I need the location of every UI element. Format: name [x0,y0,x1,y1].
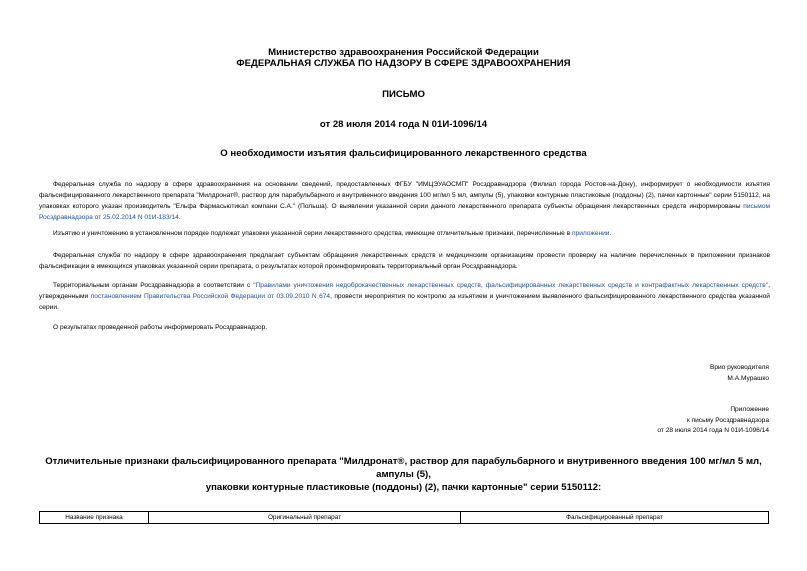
paragraph-5-text: О результатах проведенной работы информировать Росздравнадзор. [53,324,268,331]
header-feature-name: Название признака [40,512,149,524]
signature-position: Врио руководителя [709,364,769,371]
document-subject: О необходимости изъятия фальсифицированного лекарственного средства [220,148,587,159]
paragraph-5 [39,322,770,333]
appendix-link[interactable]: приложении [571,230,610,237]
appendix-ref-line-2: от 28 июля 2014 года N 01И-1096/14 [657,427,769,434]
government-decree-link[interactable]: постановлением Правительства Российской Федерации от 03.09.2010 N 674 [90,293,331,300]
paragraph-2-end: . [609,230,612,237]
features-table [39,511,769,524]
paragraph-1-end: . [178,214,181,221]
appendix-title-line-1: Отличительные признаки фальсифицированного препарата "Милдронат®, раствор для парабульбарного и внутривенного введения 100 мг/мл 5 мл, ампулы (5), [45,456,762,480]
appendix-ref-line-1: к письму Росздравнадзора [686,416,769,424]
paragraph-4 [39,280,770,313]
ministry-name: Министерство здравоохранения Российской Федерации [268,47,539,58]
document-type: ПИСЬМО [382,89,425,100]
paragraph-3 [39,250,770,272]
table-header-row [40,512,769,524]
paragraph-4-text-1: Территориальным органам Росздравнадзора в соответствии с [53,282,254,289]
appendix-reference [657,405,769,437]
appendix-title-line-2: упаковки контурные пластиковые (поддоны) (2), пачки картонные" серии 5150112: [205,482,602,493]
header-falsified: Фальсифицированный препарат [461,512,769,524]
paragraph-3-text: Федеральная служба по надзору в сфере здравоохранения предлагает субъектам обращения лекарственных средств и медицинским организациям провести проверку на наличие перечисленных в приложении признаков фальсификации в имеющихся упаковках указанной серии препарата, о результатах которой проинформировать территориальный орган Росздравнадзора. [39,252,770,270]
destruction-rules-link[interactable]: "Правилами уничтожения недоброкачественных лекарственных средств, фальсифицированных лекарственных средств и контрафактных лекарственных средств" [253,282,769,289]
appendix-title [30,455,777,494]
paragraph-2-text: Изъятию и уничтожению в установленном порядке подлежат упаковки указанной серии лекарственного средства, имеющие отличительные признаки, перечисленные в [53,230,572,237]
paragraph-1-text: Федеральная служба по надзору в сфере здравоохранения на основании сведений, предоставленных ФГБУ "ИМЦЭУАОСМП" Росздравнадзора (Филиал города Ростов-на-Дону), информирует о необходимости изъятия фальсифицированного лекарственного препарата "Милдронат®, раствор для парабульбарного и внутривенного введения 100 мг/мл 5 мл, ампулы (5), упаковки контурные пластиковые (поддоны) (2), пачки картонные" серии 5150112, на упаковках которого указан производитель "Ельфа Фармасьютикал компани С.А." (Польша). О выявлении указанной серии данного лекарственного препарата субъекты обращения лекарственных средств информированы [39,181,770,210]
paragraph-1 [39,179,770,223]
paragraph-2 [39,228,770,239]
paragraph-4-text-2: , утвержденными [39,282,770,300]
document-date: от 28 июля 2014 года N 01И-1096/14 [319,119,488,130]
signature-name: М.А.Мурашко [727,374,769,382]
header-original: Оригинальный препарат [149,512,461,524]
appendix-label: Приложение [730,406,769,413]
service-name: ФЕДЕРАЛЬНАЯ СЛУЖБА ПО НАДЗОРУ В СФЕРЕ ЗДРАВООХРАНЕНИЯ [236,58,571,69]
paragraph-4-text-3: , провести мероприятия по контролю за изъятием и уничтожением выявленного фальсифицированного лекарственного средства указанной серии. [39,293,770,311]
signature-block [710,363,769,384]
roszdravnadzor-letter-link[interactable]: письмом Росздравнадзора от 25.02.2014 N 01И-183/14 [39,203,770,221]
